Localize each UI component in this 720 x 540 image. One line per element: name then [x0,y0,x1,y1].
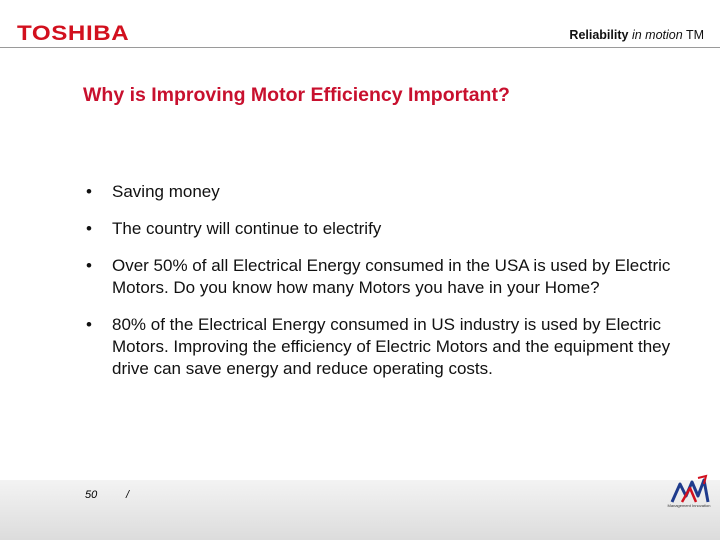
page-number: 50 [85,489,98,501]
bullet-item [86,181,686,203]
header-divider [0,47,720,48]
tagline [569,28,704,42]
bullet-item [86,255,686,299]
bullet-dot-icon: • [86,315,92,334]
bullet-text: 80% of the Electrical Energy consumed in US industry is used by Electric Motors. Improving the efficiency of Electric Motors and the equipment they drive can save energy and reduce operating costs. [112,315,671,378]
bullet-item [86,314,686,380]
bullet-text: Saving money [112,182,220,201]
tagline-italic: in motion [631,28,683,42]
tagline-trademark: TM [685,28,704,42]
page-separator: / [126,489,130,501]
slide-title: Why is Improving Motor Efficiency Important? [83,84,510,106]
bullet-dot-icon: • [86,219,92,238]
bullet-text: The country will continue to electrify [112,219,382,238]
bullet-list [86,181,686,395]
partner-tagline: Management Innovation [667,503,711,508]
bullet-dot-icon: • [86,256,92,275]
footer-bar [0,480,720,540]
bullet-item [86,218,686,240]
bullet-text: Over 50% of all Electrical Energy consumed in the USA is used by Electric Motors. Do you know how many Motors you have in your Home? [112,256,671,297]
bullet-dot-icon: • [86,182,92,201]
tagline-bold: Reliability [569,28,629,42]
toshiba-logo: TOSHIBA [17,22,130,45]
